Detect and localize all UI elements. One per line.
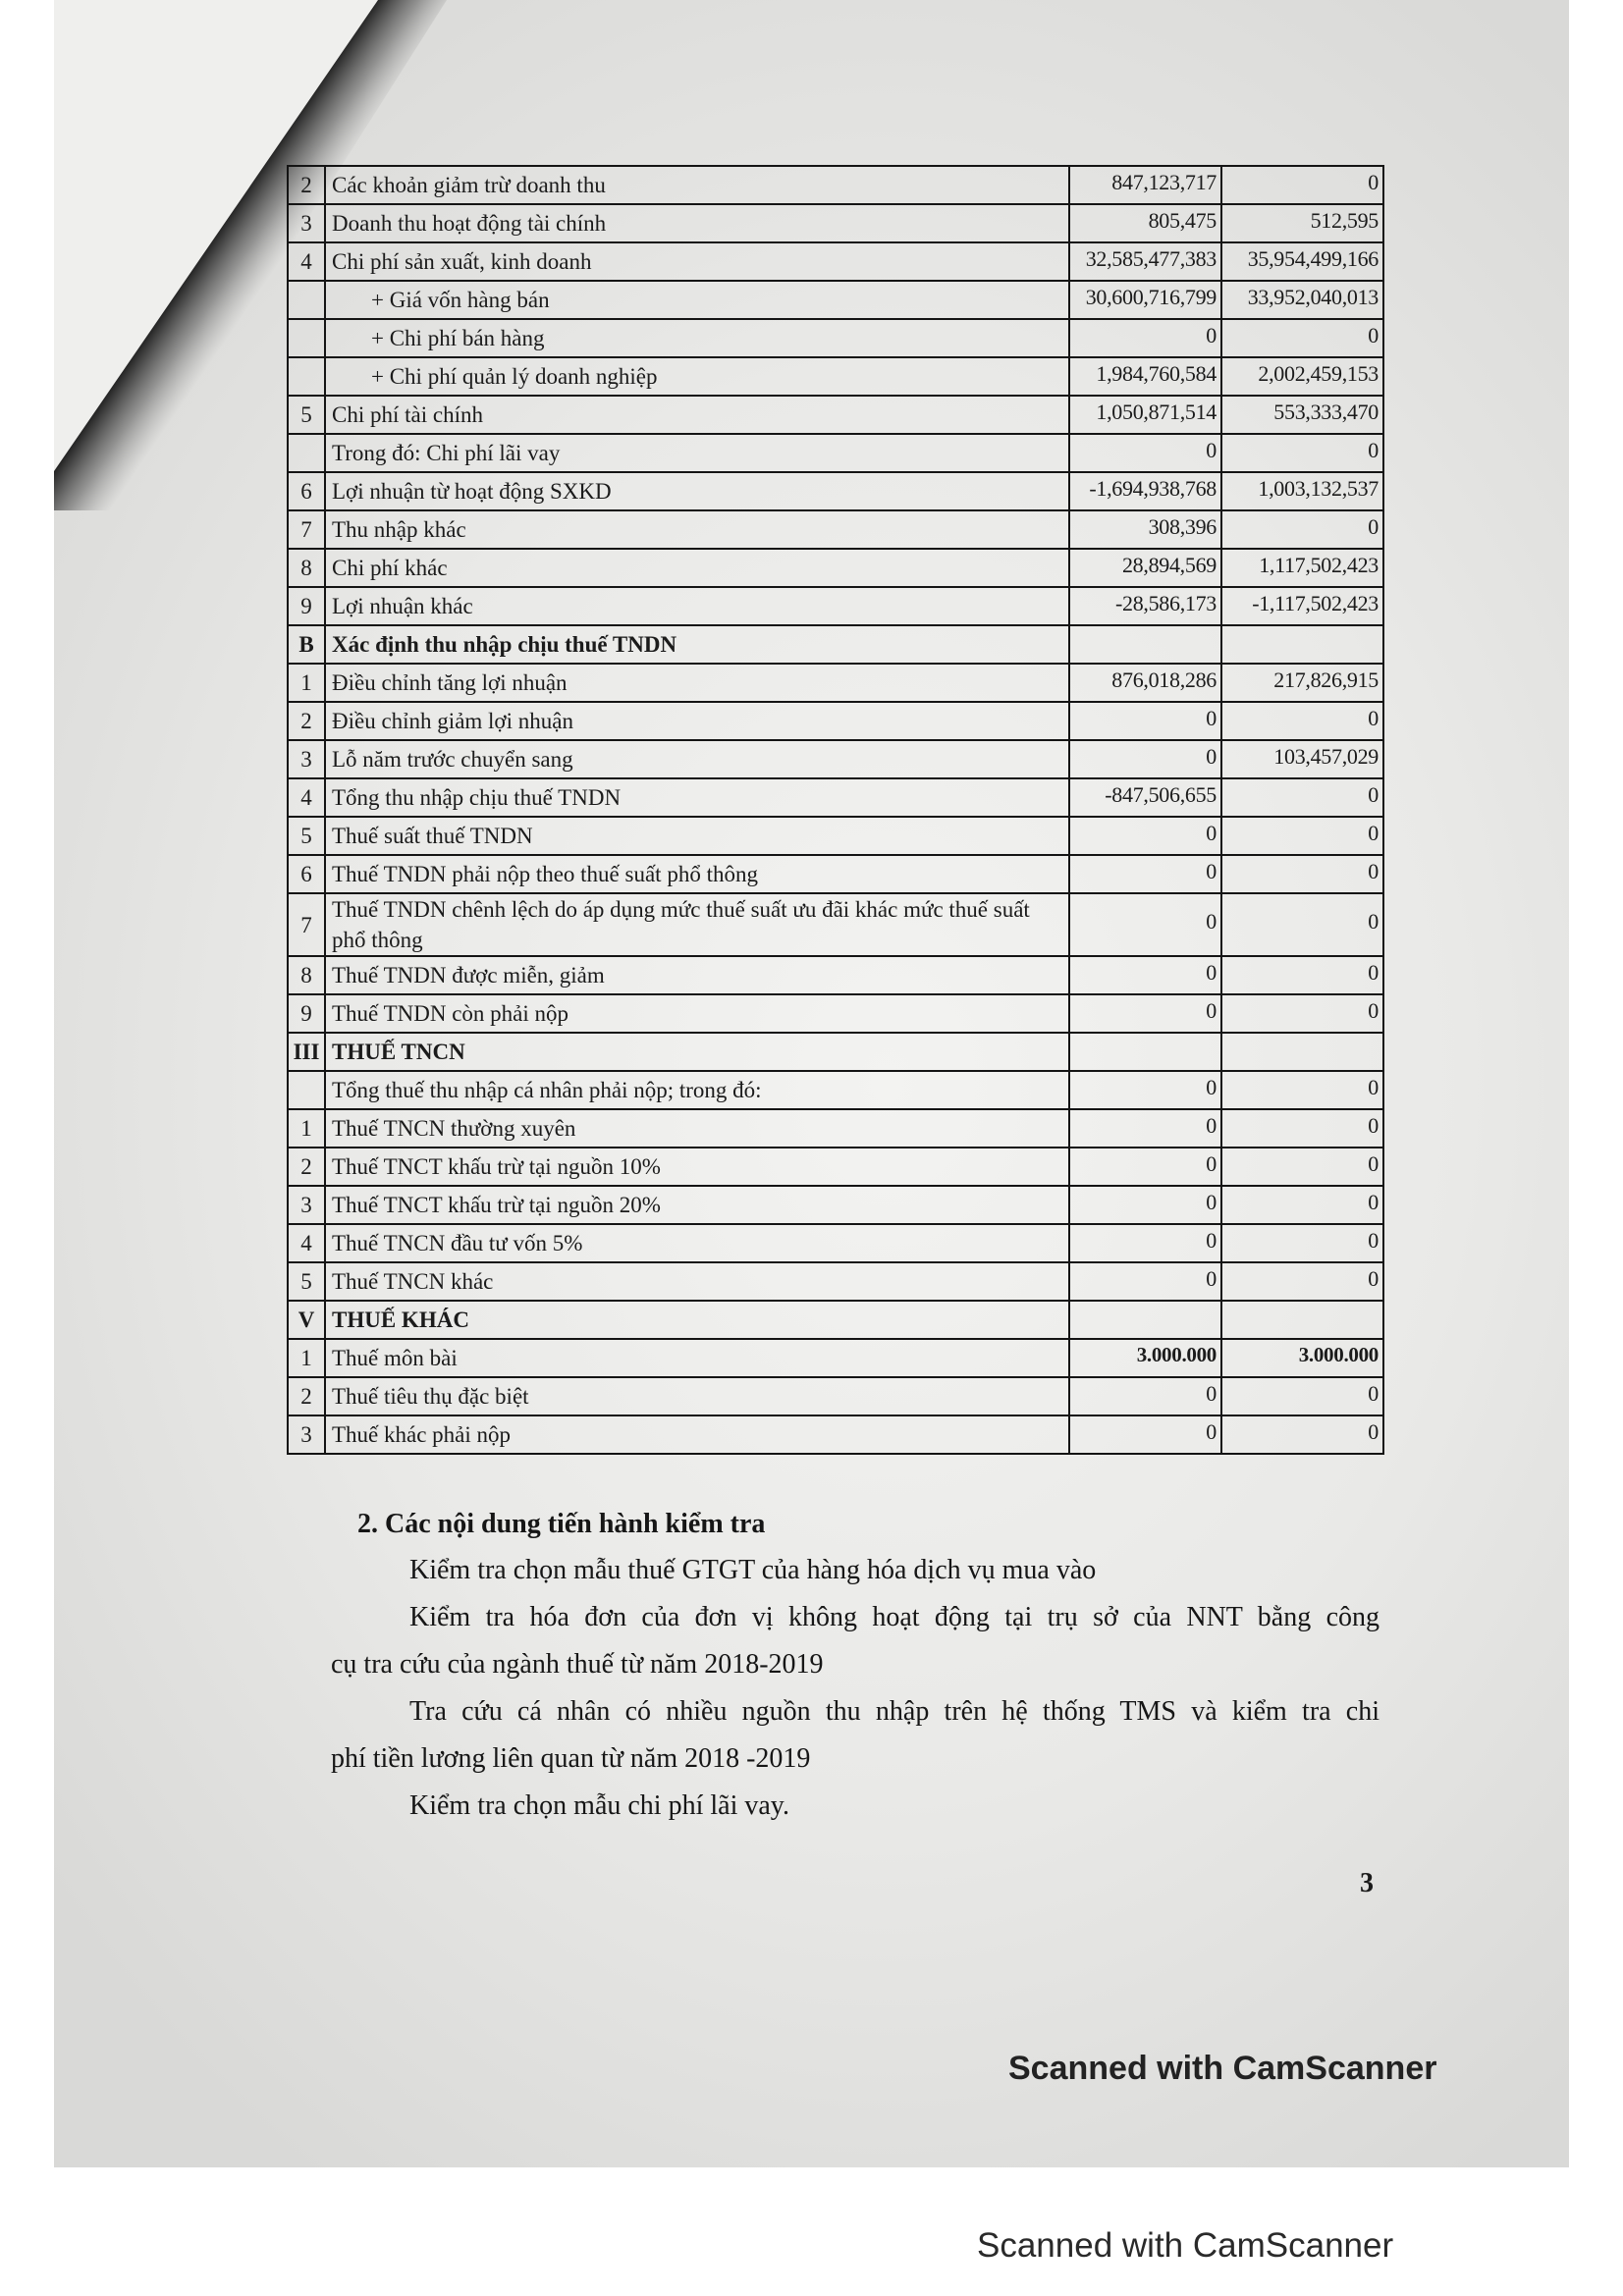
row-number-cell: 5 [288, 396, 325, 434]
table-row [288, 166, 1383, 204]
row-number-cell: 2 [288, 1377, 325, 1415]
section-header-row [288, 1301, 1383, 1339]
value-column-2-cell: 0 [1221, 994, 1383, 1033]
row-number-cell: 7 [288, 893, 325, 956]
section-heading: 2. Các nội dung tiến hành kiểm tra [357, 1509, 766, 1539]
table-row [288, 1109, 1383, 1148]
table-row [288, 702, 1383, 740]
value-column-1-cell: 0 [1069, 740, 1221, 778]
value-column-2-cell: 3.000.000 [1221, 1339, 1383, 1377]
value-column-2-cell: 512,595 [1221, 204, 1383, 242]
value-column-1-cell: 308,396 [1069, 510, 1221, 549]
row-number-cell: 9 [288, 994, 325, 1033]
row-number-cell: V [288, 1301, 325, 1339]
value-column-2-cell: 0 [1221, 1224, 1383, 1262]
row-label-cell: Thu nhập khác [325, 510, 1069, 549]
row-label-cell: Thuế TNDN phải nộp theo thuế suất phổ thông [325, 855, 1069, 893]
value-column-2-cell: -1,117,502,423 [1221, 587, 1383, 625]
value-column-1-cell: 32,585,477,383 [1069, 242, 1221, 281]
table-row [288, 242, 1383, 281]
value-column-1-cell: -28,586,173 [1069, 587, 1221, 625]
footer-caption: Scanned with CamScanner [977, 2226, 1394, 2265]
value-column-2-cell: 0 [1221, 1377, 1383, 1415]
page-number: 3 [1360, 1868, 1374, 1898]
row-number-cell: 8 [288, 956, 325, 994]
value-column-1-cell: 3.000.000 [1069, 1339, 1221, 1377]
row-label-cell: Chi phí khác [325, 549, 1069, 587]
row-label-cell: Thuế TNDN chênh lệch do áp dụng mức thuế suất ưu đãi khác mức thuế suất phổ thông [325, 893, 1069, 956]
tax-summary-table [287, 165, 1384, 1455]
value-column-2-cell: 33,952,040,013 [1221, 281, 1383, 319]
paragraph-line: Tra cứu cá nhân có nhiều nguồn thu nhập trên hệ thống TMS và kiểm tra chi [409, 1696, 1380, 1727]
value-column-2-cell: 0 [1221, 319, 1383, 357]
table-row [288, 1148, 1383, 1186]
value-column-1-cell: 0 [1069, 1415, 1221, 1454]
row-number-cell: 2 [288, 1148, 325, 1186]
row-label-cell: Thuế suất thuế TNDN [325, 817, 1069, 855]
table-row [288, 587, 1383, 625]
value-column-1-cell [1069, 625, 1221, 664]
value-column-2-cell: 0 [1221, 1262, 1383, 1301]
value-column-2-cell: 0 [1221, 702, 1383, 740]
table-row [288, 817, 1383, 855]
row-number-cell: 4 [288, 778, 325, 817]
value-column-2-cell: 0 [1221, 855, 1383, 893]
row-number-cell: 1 [288, 1109, 325, 1148]
row-number-cell: III [288, 1033, 325, 1071]
inspection-content-section [331, 1502, 1380, 1830]
value-column-1-cell: 0 [1069, 956, 1221, 994]
row-label-cell: Thuế TNDN còn phải nộp [325, 994, 1069, 1033]
table-row [288, 204, 1383, 242]
table-row [288, 956, 1383, 994]
row-label-cell: Lợi nhuận khác [325, 587, 1069, 625]
value-column-1-cell: -1,694,938,768 [1069, 472, 1221, 510]
value-column-2-cell: 1,003,132,537 [1221, 472, 1383, 510]
table-row [288, 855, 1383, 893]
camscanner-watermark: Scanned with CamScanner [1008, 2050, 1437, 2087]
value-column-2-cell: 0 [1221, 817, 1383, 855]
table-row [288, 664, 1383, 702]
value-column-2-cell: 0 [1221, 956, 1383, 994]
row-number-cell: 9 [288, 587, 325, 625]
table-row [288, 778, 1383, 817]
value-column-2-cell: 0 [1221, 778, 1383, 817]
table-row [288, 893, 1383, 956]
table-row [288, 1377, 1383, 1415]
table-row [288, 1186, 1383, 1224]
row-label-cell: Tổng thuế thu nhập cá nhân phải nộp; trong đó: [325, 1071, 1069, 1109]
paragraph-line: Kiểm tra chọn mẫu chi phí lãi vay. [409, 1790, 789, 1821]
value-column-2-cell: 0 [1221, 510, 1383, 549]
value-column-2-cell: 1,117,502,423 [1221, 549, 1383, 587]
row-number-cell [288, 319, 325, 357]
table-row [288, 1071, 1383, 1109]
paragraph-line: Kiểm tra hóa đơn của đơn vị không hoạt động tại trụ sở của NNT bằng công [409, 1602, 1380, 1632]
row-label-cell: Thuế khác phải nộp [325, 1415, 1069, 1454]
row-label-cell: Xác định thu nhập chịu thuế TNDN [325, 625, 1069, 664]
row-number-cell: 3 [288, 740, 325, 778]
table-row [288, 319, 1383, 357]
table-row [288, 1262, 1383, 1301]
row-number-cell: 4 [288, 242, 325, 281]
value-column-1-cell: 0 [1069, 702, 1221, 740]
row-number-cell: 2 [288, 702, 325, 740]
table-row [288, 994, 1383, 1033]
value-column-1-cell [1069, 1033, 1221, 1071]
row-label-cell: Tổng thu nhập chịu thuế TNDN [325, 778, 1069, 817]
value-column-1-cell: 28,894,569 [1069, 549, 1221, 587]
row-label-cell: Chi phí sản xuất, kinh doanh [325, 242, 1069, 281]
table-row [288, 1224, 1383, 1262]
section-header-row [288, 1033, 1383, 1071]
row-number-cell [288, 1071, 325, 1109]
value-column-2-cell [1221, 1033, 1383, 1071]
row-label-cell: Doanh thu hoạt động tài chính [325, 204, 1069, 242]
value-column-1-cell: 1,984,760,584 [1069, 357, 1221, 396]
value-column-2-cell [1221, 625, 1383, 664]
row-label-cell: Thuế tiêu thụ đặc biệt [325, 1377, 1069, 1415]
value-column-2-cell: 0 [1221, 166, 1383, 204]
table-row [288, 357, 1383, 396]
value-column-1-cell: 0 [1069, 893, 1221, 956]
tax-table-body [288, 166, 1383, 1454]
row-number-cell: 4 [288, 1224, 325, 1262]
value-column-2-cell: 0 [1221, 1071, 1383, 1109]
row-number-cell [288, 281, 325, 319]
value-column-1-cell: 876,018,286 [1069, 664, 1221, 702]
value-column-2-cell: 0 [1221, 893, 1383, 956]
value-column-1-cell: 0 [1069, 1224, 1221, 1262]
row-label-cell: THUẾ TNCN [325, 1033, 1069, 1071]
row-label-cell: Lỗ năm trước chuyển sang [325, 740, 1069, 778]
row-label-cell: Trong đó: Chi phí lãi vay [325, 434, 1069, 472]
row-number-cell: 1 [288, 664, 325, 702]
table-row [288, 1339, 1383, 1377]
value-column-1-cell: 0 [1069, 1109, 1221, 1148]
row-number-cell: 5 [288, 817, 325, 855]
table-row [288, 510, 1383, 549]
row-label-cell: Thuế TNCN đầu tư vốn 5% [325, 1224, 1069, 1262]
value-column-1-cell: 0 [1069, 817, 1221, 855]
value-column-1-cell: 805,475 [1069, 204, 1221, 242]
row-number-cell: 3 [288, 1415, 325, 1454]
value-column-2-cell [1221, 1301, 1383, 1339]
row-number-cell: 3 [288, 1186, 325, 1224]
row-number-cell: 6 [288, 855, 325, 893]
row-number-cell: 7 [288, 510, 325, 549]
value-column-1-cell: 1,050,871,514 [1069, 396, 1221, 434]
value-column-1-cell: 0 [1069, 1071, 1221, 1109]
value-column-2-cell: 0 [1221, 1148, 1383, 1186]
row-number-cell: 3 [288, 204, 325, 242]
value-column-2-cell: 217,826,915 [1221, 664, 1383, 702]
value-column-1-cell [1069, 1301, 1221, 1339]
section-header-row [288, 625, 1383, 664]
paragraph-line: Kiểm tra chọn mẫu thuế GTGT của hàng hóa dịch vụ mua vào [409, 1555, 1097, 1585]
row-number-cell [288, 357, 325, 396]
row-number-cell [288, 434, 325, 472]
table-row [288, 549, 1383, 587]
value-column-2-cell: 35,954,499,166 [1221, 242, 1383, 281]
value-column-2-cell: 0 [1221, 1415, 1383, 1454]
row-number-cell: 6 [288, 472, 325, 510]
row-label-cell: THUẾ KHÁC [325, 1301, 1069, 1339]
value-column-2-cell: 0 [1221, 1109, 1383, 1148]
row-label-cell: Điều chỉnh giảm lợi nhuận [325, 702, 1069, 740]
value-column-1-cell: 0 [1069, 1377, 1221, 1415]
row-number-cell: 5 [288, 1262, 325, 1301]
value-column-1-cell: 0 [1069, 1148, 1221, 1186]
row-label-cell: + Giá vốn hàng bán [325, 281, 1069, 319]
row-label-cell: + Chi phí quản lý doanh nghiệp [325, 357, 1069, 396]
table-row [288, 396, 1383, 434]
table-row [288, 434, 1383, 472]
section-paragraphs [331, 1547, 1380, 1830]
row-label-cell: Thuế TNCN khác [325, 1262, 1069, 1301]
paragraph-line: phí tiền lương liên quan từ năm 2018 -2019 [331, 1743, 811, 1774]
row-label-cell: Lợi nhuận từ hoạt động SXKD [325, 472, 1069, 510]
row-number-cell: B [288, 625, 325, 664]
value-column-1-cell: 0 [1069, 1262, 1221, 1301]
table-row [288, 281, 1383, 319]
table-row [288, 472, 1383, 510]
value-column-2-cell: 2,002,459,153 [1221, 357, 1383, 396]
row-number-cell: 2 [288, 166, 325, 204]
table-row [288, 1415, 1383, 1454]
value-column-2-cell: 0 [1221, 1186, 1383, 1224]
value-column-2-cell: 0 [1221, 434, 1383, 472]
row-label-cell: Thuế TNCT khấu trừ tại nguồn 10% [325, 1148, 1069, 1186]
paragraph-line: cụ tra cứu của ngành thuế từ năm 2018-2019 [331, 1649, 824, 1680]
value-column-1-cell: 0 [1069, 434, 1221, 472]
row-label-cell: Thuế TNCT khấu trừ tại nguồn 20% [325, 1186, 1069, 1224]
row-label-cell: Thuế môn bài [325, 1339, 1069, 1377]
value-column-2-cell: 103,457,029 [1221, 740, 1383, 778]
row-label-cell: Điều chỉnh tăng lợi nhuận [325, 664, 1069, 702]
row-number-cell: 8 [288, 549, 325, 587]
value-column-1-cell: -847,506,655 [1069, 778, 1221, 817]
value-column-1-cell: 847,123,717 [1069, 166, 1221, 204]
row-label-cell: + Chi phí bán hàng [325, 319, 1069, 357]
value-column-1-cell: 30,600,716,799 [1069, 281, 1221, 319]
value-column-1-cell: 0 [1069, 994, 1221, 1033]
value-column-1-cell: 0 [1069, 855, 1221, 893]
value-column-1-cell: 0 [1069, 1186, 1221, 1224]
value-column-1-cell: 0 [1069, 319, 1221, 357]
table-row [288, 740, 1383, 778]
value-column-2-cell: 553,333,470 [1221, 396, 1383, 434]
row-number-cell: 1 [288, 1339, 325, 1377]
scanned-page [54, 0, 1569, 2167]
row-label-cell: Thuế TNDN được miễn, giảm [325, 956, 1069, 994]
row-label-cell: Thuế TNCN thường xuyên [325, 1109, 1069, 1148]
row-label-cell: Chi phí tài chính [325, 396, 1069, 434]
row-label-cell: Các khoản giảm trừ doanh thu [325, 166, 1069, 204]
